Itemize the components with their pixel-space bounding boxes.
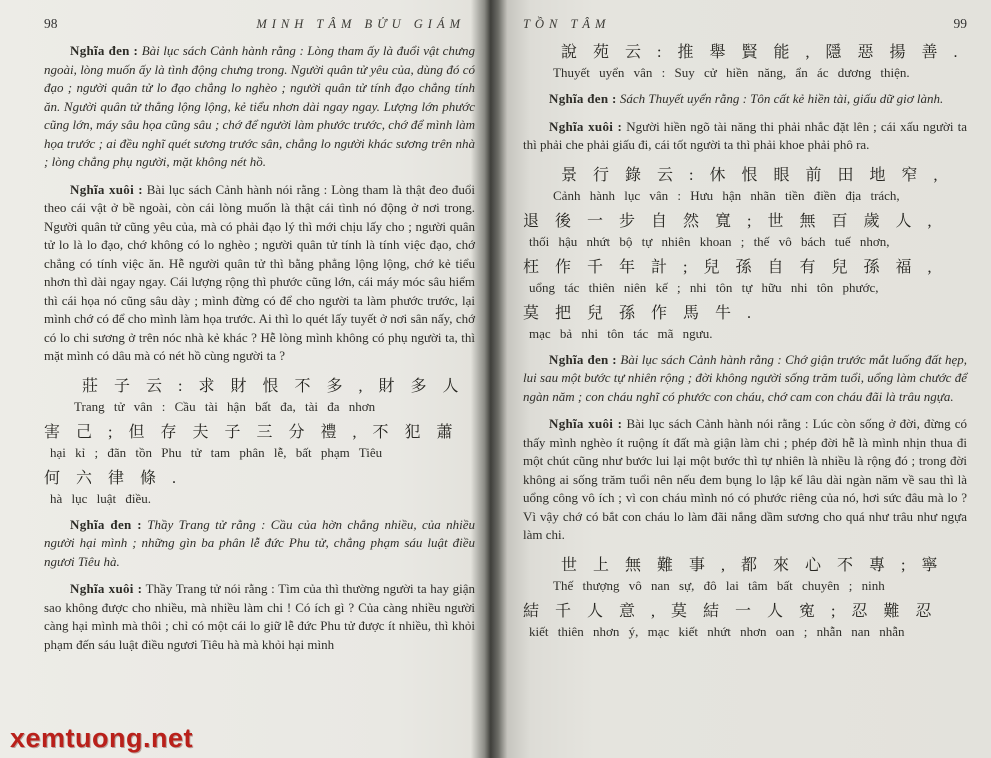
viet-gloss-line: Cảnh hành lục vân : Hưu hận nhãn tiền điền địa trách,: [553, 187, 900, 203]
nghia-den-paragraph-3: [523, 90, 967, 109]
nghia-xuoi-paragraph-3: [523, 118, 967, 155]
nghia-xuoi-text: Bài lục sách Cảnh hành nói rằng : Lúc còn sống ở đời, đừng có thấy mình nghèo ít ruộng ít đất mà giận làm chi ; phép đời hễ là mình nhịn thua đi một chút cũng như bước lui lại một bước thì tự nhiên là nhiều là rộng đó ; trong đời không ai sống trăm tuổi nên nếu đem bụng lo lập kế lâu dài ngàn năm về sau thì là uổng công vô ích ; vì con cháu mình nó có phước riêng của nó, hơi sức đâu mà lo ? Vì vậy chớ có bắt con cháu lo làm đãi nắng dầm sương cho quá như trâu như ngựa làm chi.: [523, 416, 967, 542]
nghia-den-label: Nghĩa đen :: [70, 516, 142, 532]
nghia-xuoi-paragraph-4: [523, 415, 967, 545]
nghia-xuoi-label: Nghĩa xuôi :: [70, 581, 143, 596]
nghia-xuoi-label: Nghĩa xuôi :: [549, 118, 623, 134]
page-number-left: 98: [44, 16, 58, 31]
hanzi-line: 說苑云:推舉賢能,隱惡揚善.: [561, 44, 974, 61]
viet-gloss-line: thối hậu nhứt bộ tự nhiên khoan ; thế vô bách tuế nhơn,: [529, 233, 890, 249]
viet-gloss-line: uổng tác thiên niên kế ; nhi tôn tự hữu nhi tôn phước,: [529, 279, 879, 295]
nghia-den-text: Bài lục sách Cảnh hành rằng : Chớ giận trước mắt luống đất hẹp, lui sau một bước tự nhiên rộng ; đời không người sống trăm tuổi, uổng làm chước để ngàn năm ; con cháu nghĩ có phước con cháu, chớ cam con cháu đãi là trâu ngựa.: [523, 351, 967, 404]
hanzi-line: 枉作千年計;兒孫自有兒孫福,: [523, 258, 948, 276]
watermark: xemtuong.net: [10, 723, 194, 753]
nghia-den-label: Nghĩa đen :: [549, 91, 617, 106]
page-right: [503, 0, 991, 758]
hanzi-line: 退後一步自然寬;世無百歲人,: [523, 212, 948, 230]
chinese-line-pair: [44, 468, 475, 507]
page-right-header: [523, 16, 967, 32]
nghia-den-text: Sách Thuyết uyển rằng : Tôn cất kẻ hiền tài, giấu dữ giơ lành.: [619, 91, 944, 106]
nghia-den-text: Thầy Trang tử rằng : Cầu của hờn chẳng nhiều, của nhiều người hại mình ; những gìn ba phân lễ đức Phu tử, chẳng phạm sáu luật điều ngươi Tiêu hà.: [44, 516, 476, 569]
nghia-den-paragraph-1: [44, 42, 475, 172]
page-left: [0, 0, 487, 758]
nghia-xuoi-paragraph-1: [44, 181, 475, 366]
hanzi-line: 莊子云:求財恨不多,財多人: [82, 377, 475, 395]
nghia-xuoi-label: Nghĩa xuôi :: [70, 181, 143, 197]
chinese-quote-block-canh-hanh: [523, 165, 967, 342]
nghia-xuoi-label: Nghĩa xuôi :: [549, 416, 623, 431]
chinese-line-pair: [44, 422, 475, 461]
chinese-line-pair: [523, 211, 967, 250]
nghia-den-paragraph-4: [523, 351, 967, 407]
chinese-line-pair: [523, 42, 974, 81]
chinese-line-pair: [44, 376, 475, 415]
viet-gloss-line: kiết thiên nhơn ý, mạc kiết nhứt nhơn oan ; nhẫn nan nhẫn: [529, 623, 905, 639]
page-left-header: [44, 16, 475, 32]
viet-gloss-line: Thế thượng vô nan sự, đô lai tâm bất chuyên ; ninh: [553, 577, 885, 593]
nghia-xuoi-text: Người hiền ngõ tài năng thi phải nhắc đặt lên ; cái xấu người ta thì phải che phải giấu đi, cái tốt người ta thì phải khoe phải phô ra.: [523, 118, 967, 152]
viet-gloss-line: mạc bả nhi tôn tác mã ngưu.: [529, 325, 713, 341]
chinese-quote-block-trang-tu: [44, 376, 475, 507]
chinese-line-pair: [523, 601, 967, 640]
chinese-line-pair: [523, 303, 967, 342]
chinese-quote-block-the-thuong: [523, 555, 967, 640]
viet-gloss-line: hại kỉ ; đãn tồn Phu tử tam phân lễ, bất phạm Tiêu: [50, 444, 383, 460]
hanzi-line: 世上無難事,都來心不專;寧: [561, 556, 954, 574]
hanzi-line: 莫把兒孫作馬牛.: [523, 304, 768, 322]
hanzi-line: 景行錄云:休恨眼前田地窄,: [561, 166, 954, 184]
hanzi-line: 何六律條.: [44, 469, 193, 487]
nghia-xuoi-text: Bài lục sách Cảnh hành nói rằng : Lòng tham là thật đeo đuổi theo cái vật ở bề ngoài, còn cái lòng muốn là thật cái tình nó động ở nơi trong. Người quân tử cũng yêu của, mà có phải đạo lý thì mới chịu lấy cho ; người quân tử lo là lo đạo, chớ không có lo nghèo ; người quân tử tính là tính việc đạo, chớ chẳng có tính việc ăn. Hễ người quân tử thì bằng phẳng lộng lộng, chớ kẻ tiểu nhơn thì dài ngay ngay. Cái lượng rộng thì phước cũng lớn, cái máy móc sâu hiểm thì cái họa nó cũng sâu dày ; mình đừng có để cho người ta làm phước trước, lại mình chớ có để cho mình làm họa trước. Ai thì lo quét lấy tuyết ở nơi sân nấy, chớ có lo chi sương ở trên nóc nhà kẻ khác ? Hễ lòng mình không có phụ người ta, thì mặt mình có dâu mà có nét hồ cùng người ta ?: [44, 181, 475, 363]
running-title-left: MINH TÂM BỬU GIÁM: [256, 17, 465, 31]
hanzi-line: 結千人意,莫結一人寃;忍難忍: [523, 602, 948, 620]
chinese-line-pair: [523, 555, 967, 594]
nghia-xuoi-text: Thầy Trang tử nói rằng : Tìm của thì thường người ta hay giận sao không được cho nhiều, mà nhiều làm chi ! Có ích gì ? Của càng nhiều người càng hại mình mà thôi ; chỉ có một cái lo giữ lễ đức Phu tử được ít nhiều, thì khỏi phạm đến sáu luật điều ngươi Tiêu hà mà khỏi hại mình: [44, 581, 475, 652]
viet-gloss-line: Thuyết uyển vân : Suy cử hiền năng, ẩn ác dương thiện.: [553, 65, 910, 80]
chinese-quote-block-thuyet-uyen: [523, 42, 974, 81]
nghia-xuoi-paragraph-2: [44, 580, 475, 654]
hanzi-line: 害己;但存夫子三分禮,不犯蕭: [44, 423, 469, 441]
viet-gloss-line: Trang tử vân : Cầu tài hận bất đa, tài đa nhơn: [74, 398, 376, 414]
nghia-den-text: Bài lục sách Cảnh hành rằng : Lòng tham ấy là đuổi vật chưng ngoài, lòng muốn ấy là tình động chưng trong. Người quân tử yêu của, dùng đó có đạo ; người quân tử lo đạo chẳng lo nghèo ; người quân tử tính đạo chẳng tính ăn. Người quân tử thẳng lộng lộng, kẻ tiểu nhơn dài ngay ngay. Lượng lớn phước cũng lớn, máy sâu họa cũng sâu ; chớ để người làm phước trước, chớ để mình làm họa trước ; ai đều nghĩ quét sương trước sân, chẳng lo người khác sương trên nhà ; lòng chẳng phụ người, mặt không nét hồ.: [44, 43, 476, 169]
page-number-right: 99: [953, 16, 967, 31]
chinese-line-pair: [523, 165, 967, 204]
viet-gloss-line: hà lục luật điều.: [50, 490, 152, 506]
nghia-den-label: Nghĩa đen :: [70, 43, 139, 58]
running-title-right: TỒN TÂM: [523, 17, 611, 31]
chinese-line-pair: [523, 257, 967, 296]
nghia-den-label: Nghĩa đen :: [549, 351, 617, 367]
nghia-den-paragraph-2: [44, 516, 475, 572]
